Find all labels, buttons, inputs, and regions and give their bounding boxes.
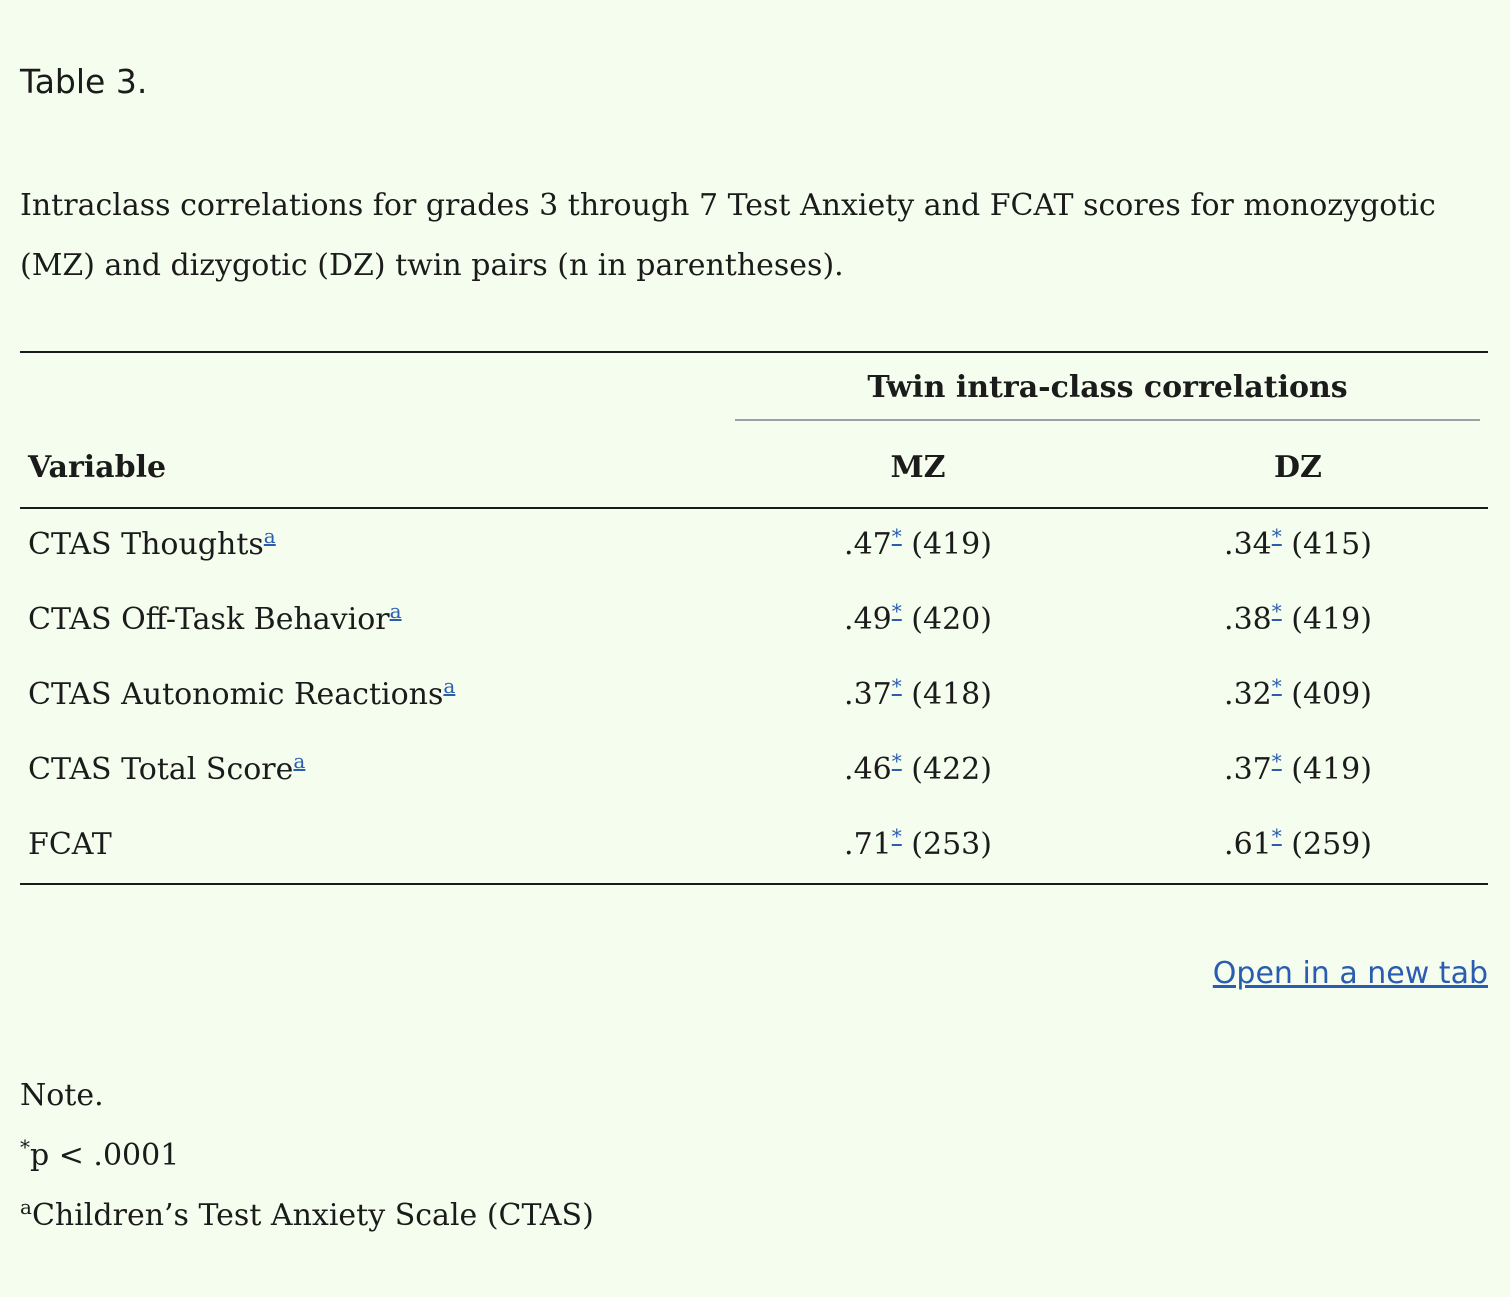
notes-heading: Note. (20, 1078, 104, 1113)
dz-correlation: .61 (1224, 827, 1272, 862)
table-bottom-rule (20, 883, 1488, 885)
dz-correlation: .32 (1224, 677, 1272, 712)
table-row (20, 584, 1488, 659)
mz-sample-size: (422) (901, 752, 992, 787)
significance-text: p < .0001 (30, 1138, 180, 1173)
significance-footnote-link[interactable]: * (1271, 824, 1282, 848)
mz-correlation: .47 (844, 527, 892, 562)
table-row (20, 734, 1488, 809)
mz-correlation: .46 (844, 752, 892, 787)
significance-mark: * (20, 1135, 30, 1159)
mz-correlation: .37 (844, 677, 892, 712)
significance-footnote-link[interactable]: * (891, 749, 902, 773)
group-header-rule (735, 419, 1480, 421)
footnote-link-a[interactable]: a (293, 749, 306, 773)
column-header-dz: DZ (1274, 450, 1322, 485)
table-caption: Intraclass correlations for grades 3 through 7 Test Anxiety and FCAT scores for monozygotic (MZ) and dizygotic (DZ) twin pairs (n in parentheses). (20, 188, 1436, 283)
table-row (20, 659, 1488, 734)
dz-cell (1108, 524, 1488, 562)
variable-name: CTAS Total Score (28, 752, 294, 787)
footnote-link-a[interactable]: a (443, 674, 456, 698)
significance-footnote-link[interactable]: * (1271, 599, 1282, 623)
significance-footnote-link[interactable]: * (1271, 674, 1282, 698)
table-row (20, 509, 1488, 584)
dz-cell (1108, 824, 1488, 862)
mz-cell (728, 524, 1108, 562)
mz-cell (728, 749, 1108, 787)
variable-cell (28, 524, 276, 562)
variable-name: CTAS Off-Task Behavior (28, 602, 390, 637)
mz-sample-size: (253) (901, 827, 992, 862)
dz-cell (1108, 674, 1488, 712)
dz-sample-size: (415) (1281, 527, 1372, 562)
dz-correlation: .34 (1224, 527, 1272, 562)
variable-name: FCAT (28, 827, 112, 862)
significance-footnote-link[interactable]: * (891, 824, 902, 848)
significance-footnote-link[interactable]: * (1271, 524, 1282, 548)
column-header-variable: Variable (28, 450, 167, 485)
variable-cell (28, 749, 306, 787)
significance-footnote-link[interactable]: * (891, 674, 902, 698)
footnote-link-a[interactable]: a (263, 524, 276, 548)
open-in-new-tab-link[interactable]: Open in a new tab (1212, 956, 1488, 991)
mz-correlation: .49 (844, 602, 892, 637)
significance-footnote-link[interactable]: * (1271, 749, 1282, 773)
significance-footnote-link[interactable]: * (891, 524, 902, 548)
abbreviation-note (20, 1186, 594, 1246)
column-header-mz: MZ (890, 450, 946, 485)
dz-cell (1108, 749, 1488, 787)
mz-cell (728, 674, 1108, 712)
dz-correlation: .37 (1224, 752, 1272, 787)
variable-name: CTAS Thoughts (28, 527, 264, 562)
mz-sample-size: (418) (901, 677, 992, 712)
table-row (20, 809, 1488, 884)
mz-sample-size: (420) (901, 602, 992, 637)
dz-correlation: .38 (1224, 602, 1272, 637)
footnote-link-a[interactable]: a (389, 599, 402, 623)
table-label: Table 3. (20, 62, 148, 101)
mz-sample-size: (419) (901, 527, 992, 562)
dz-sample-size: (419) (1281, 752, 1372, 787)
table-top-rule (20, 351, 1488, 353)
dz-cell (1108, 599, 1488, 637)
table-notes (20, 1066, 594, 1246)
mz-cell (728, 824, 1108, 862)
mz-correlation: .71 (844, 827, 892, 862)
variable-cell (28, 599, 402, 637)
dz-sample-size: (409) (1281, 677, 1372, 712)
mz-cell (728, 599, 1108, 637)
dz-sample-size: (259) (1281, 827, 1372, 862)
significance-footnote-link[interactable]: * (891, 599, 902, 623)
significance-note (20, 1126, 594, 1186)
abbreviation-mark: a (20, 1195, 32, 1219)
dz-sample-size: (419) (1281, 602, 1372, 637)
variable-name: CTAS Autonomic Reactions (28, 677, 444, 712)
group-header-twin-correlations: Twin intra-class correlations (867, 370, 1348, 405)
abbreviation-text: Children’s Test Anxiety Scale (CTAS) (31, 1198, 594, 1233)
variable-cell (28, 674, 456, 712)
variable-cell (28, 827, 112, 862)
